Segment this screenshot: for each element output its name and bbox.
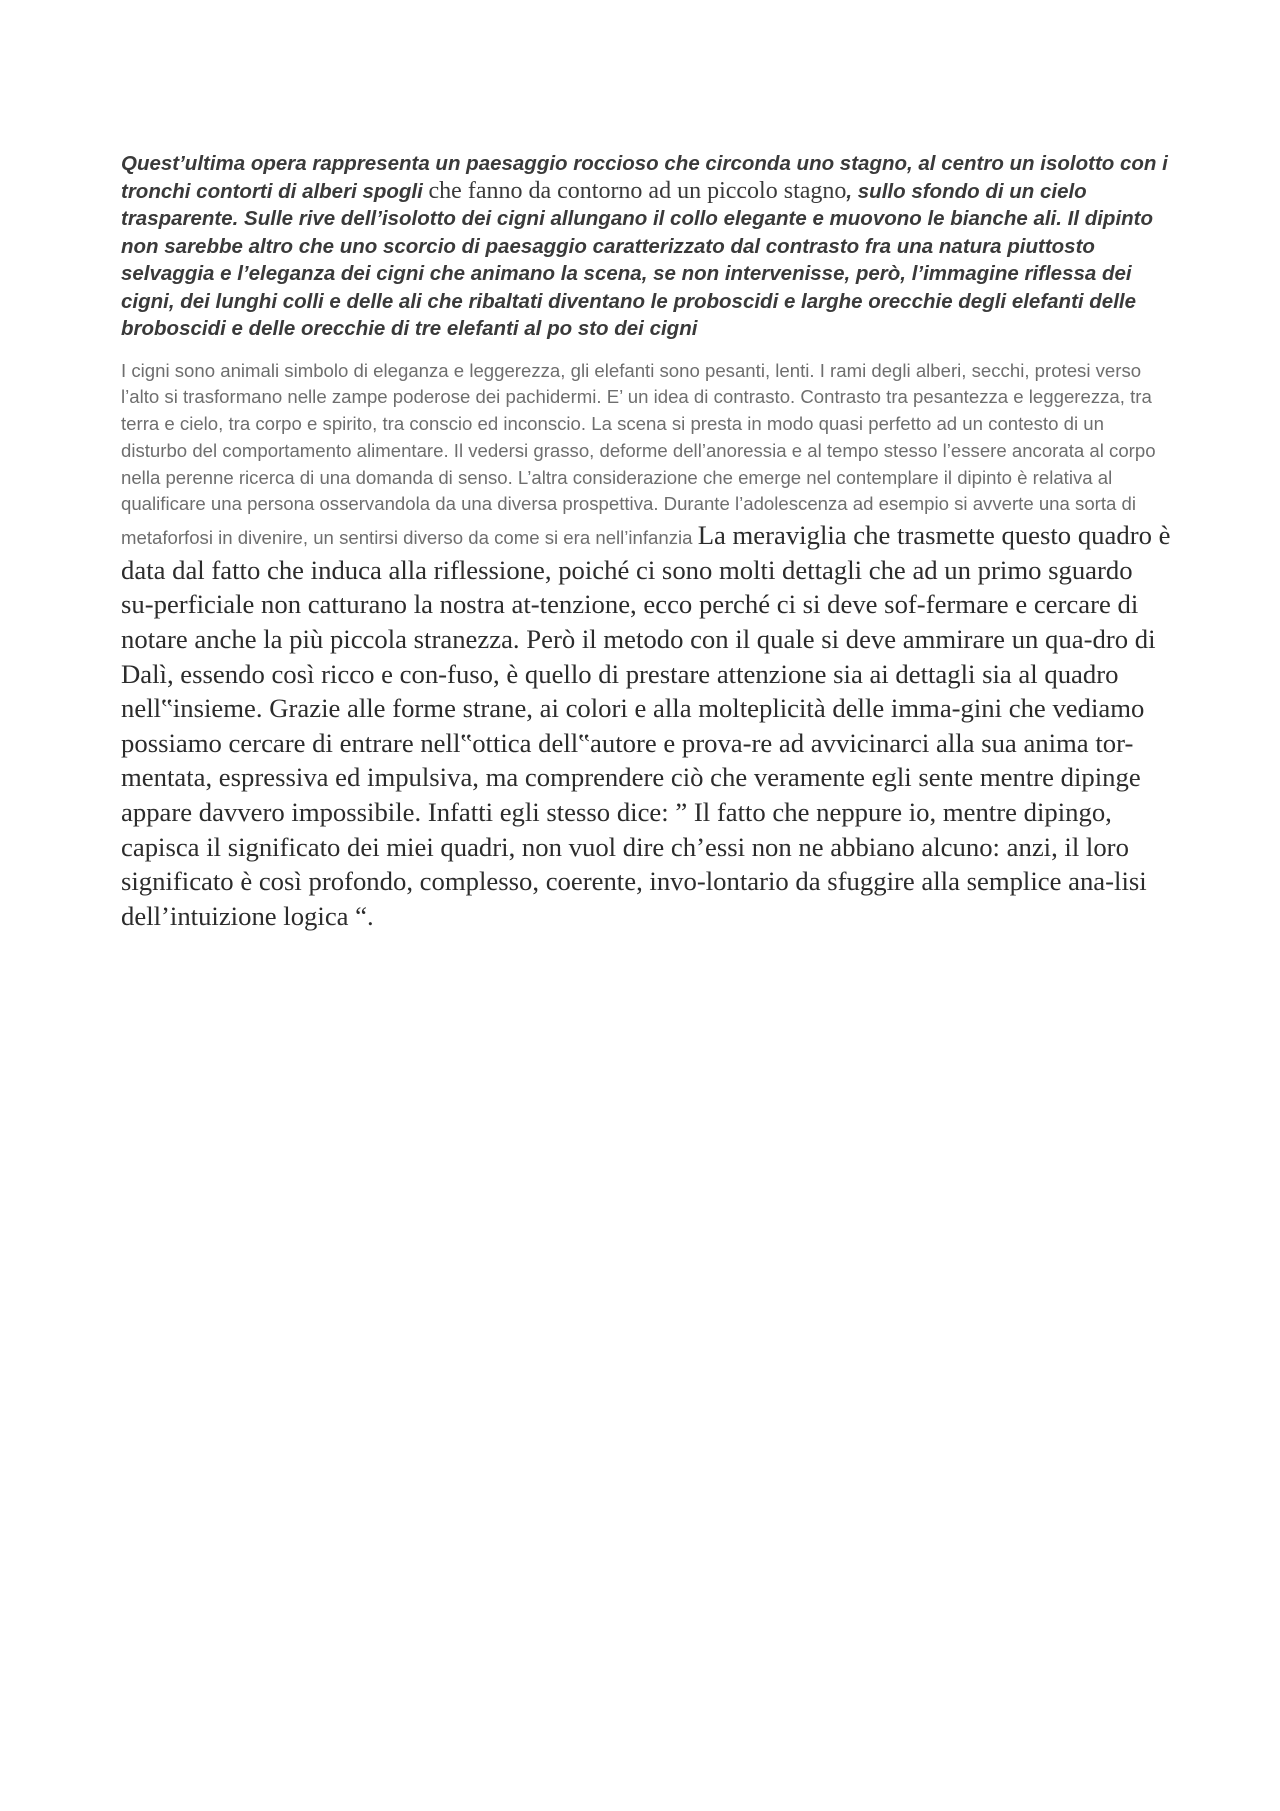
paragraph-description-text-2: , sullo sfondo di un cielo trasparente. Sulle rive dell’isolotto dei cigni allungano il collo elegante e muovono le bianche ali. Il dipinto non sarebbe altro che uno scorcio di paesaggio caratterizzato dal contrasto fra una natura piuttosto selvaggia e l’eleganza dei cigni che animano la scena, se non intervenisse, però, l’immagine riflessa dei cigni, dei lunghi colli e delle ali che ribaltati diventano le proboscidi e larghe orecchie degli elefanti delle broboscidi e delle orecchie di tre elefanti al po sto dei cigni bbox=[121, 179, 1154, 340]
document-body bbox=[121, 150, 1171, 933]
paragraph-description-serif-text: che fanno da contorno ad un piccolo stagno bbox=[428, 177, 847, 204]
paragraph-description-text-1: Quest’ultima opera rappresenta un paesaggio roccioso che circonda uno stagno, al centro un isolotto con i tronchi contorti di alberi spogli bbox=[121, 152, 1168, 203]
paragraph-interpretation-serif-text: La meraviglia che trasmette questo quadro è data dal fatto che induca alla riflessione, poiché ci sono molti dettagli che ad un primo sguardo su-perficiale non catturano la nostra at-tenzione, ecco perché ci si deve sof-fermare e cercare di notare anche la più piccola stranezza. Però il metodo con il quale si deve ammirare un qua-dro di Dalì, essendo così ricco e con-fuso, è quello di prestare attenzione sia ai dettagli sia al quadro nell‟insieme. Grazie alle forme strane, ai colori e alla molteplicità delle imma-gini che vediamo possiamo cercare di entrare nell‟ottica dell‟autore e prova-re ad avvicinarci alla sua anima tor-mentata, espressiva ed impulsiva, ma comprendere ciò che veramente egli sente mentre dipinge appare davvero impossibile. Infatti egli stesso dice: ” Il fatto che neppure io, mentre dipingo, capisca il significato dei miei quadri, non vuol dire ch’essi non ne abbiano alcuno: anzi, il loro significato è così profondo, complesso, coerente, invo-lontario da sfuggire alla semplice ana-lisi dell’intuizione logica “. bbox=[121, 520, 1171, 931]
paragraph-interpretation-sans-text: I cigni sono animali simbolo di eleganza e leggerezza, gli elefanti sono pesanti, lenti. I rami degli alberi, secchi, protesi verso l’alto si trasformano nelle zampe poderose dei pachidermi. E’ un idea di contrasto. Contrasto tra pesantezza e leggerezza, tra terra e cielo, tra corpo e spirito, tra conscio ed inconscio. La scena si presta in modo quasi perfetto ad un contesto di un disturbo del comportamento alimentare. Il vedersi grasso, deforme dell’anoressia e al tempo stesso l’essere ancorata al corpo nella perenne ricerca di una domanda di senso. L’altra considerazione che emerge nel contemplare il dipinto è relativa al qualificare una persona osservandola da una diversa prospettiva. Durante l’adolescenza ad esempio si avverte una sorta di metaforfosi in divenire, un sentirsi diverso da come si era nell’infanzia bbox=[121, 359, 1156, 549]
paragraph-interpretation bbox=[121, 358, 1171, 934]
paragraph-description bbox=[121, 150, 1171, 343]
